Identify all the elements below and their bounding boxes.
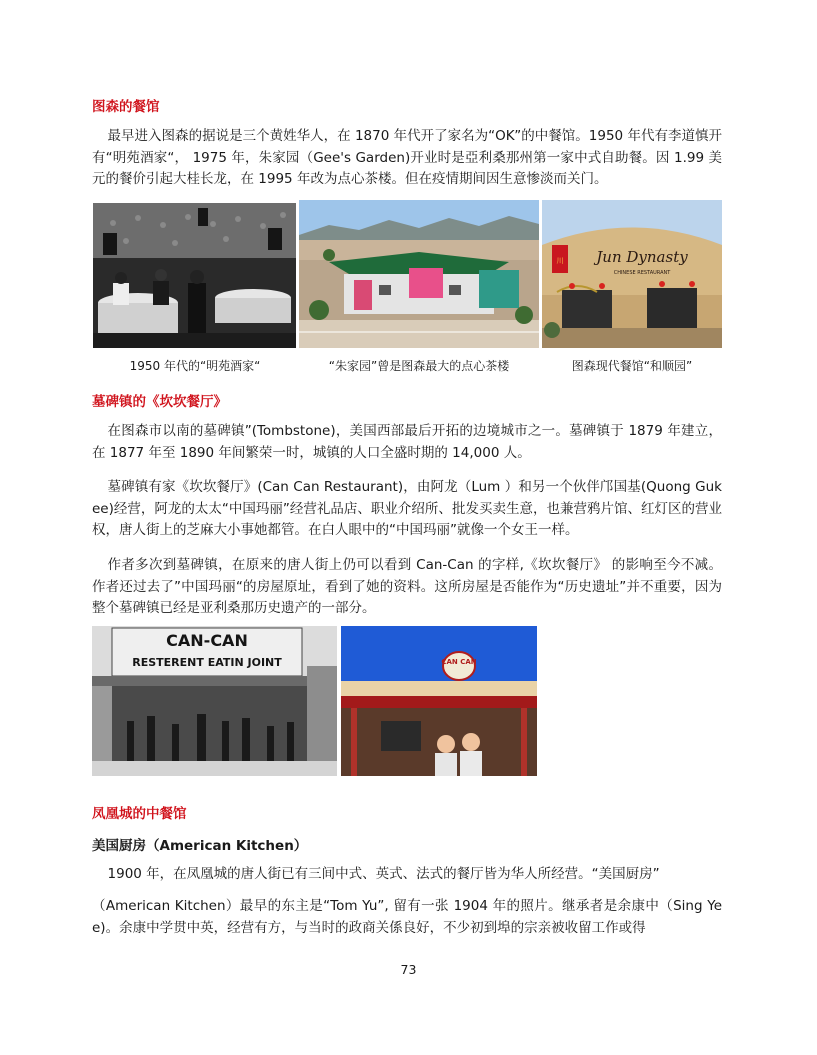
- can-can-sign-top: CAN-CAN: [166, 631, 248, 650]
- photo-1950s-restaurant: [93, 203, 296, 348]
- photo-can-can-historic: [92, 626, 337, 776]
- paragraph-tombstone-2: 墓碑镇有家《坎坎餐厅》(Can Can Restaurant)，由阿龙（Lum ）和另一个伙伴邝国基(Quong Gukee)经营，阿龙的太太“中国玛丽”经营礼品店、职业介绍所、批发买卖生意，也兼营鸦片馆、红灯区的营业权，唐人街上的芝麻大小事她都管。在白人眼中的“中国玛丽”就像一个女王一样。: [92, 479, 722, 538]
- can-can-sign-bottom: RESTERENT EATIN JOINT: [132, 656, 282, 669]
- caption-1950s: 1950 年代的“明苑酒家“: [129, 359, 261, 373]
- jun-dynasty-sign: Jun Dynasty: [596, 248, 688, 266]
- paragraph-tombstone-3: 作者多次到墓碑镇，在原来的唐人街上仍可以看到 Can-Can 的字样,《坎坎餐厅》 的影响至今不减。作者还过去了”中国玛丽“的房屋原址，看到了她的资料。这所房屋是否能作为“历史遗址”并不重要，因为整个墓碑镇已经是亚利桑那历史遗产的一部分。: [92, 557, 722, 616]
- paragraph-phoenix-1: 1900 年，在凤凰城的唐人街已有三间中式、英式、法式的餐厅皆为华人所经营。“美国厨房”: [107, 866, 660, 882]
- can-can-modern-sign: CAN CAN: [441, 658, 477, 666]
- page-number: 73: [400, 962, 417, 977]
- section-title-phoenix: 凤凰城的中餐馆: [92, 806, 187, 822]
- paragraph-phoenix-2: （American Kitchen）最早的东主是“Tom Yu”, 留有一张 1904 年的照片。继承者是余康中（Sing Yee)。余康中学贯中英，经营有方，与当时的政商关係良好，不少初到埠的宗亲被收留工作或得: [92, 898, 722, 936]
- subtitle-american-kitchen: 美国厨房（American Kitchen）: [92, 838, 308, 854]
- section-title-tucson: 图森的餐馆: [92, 99, 160, 115]
- caption-jun-dynasty: 图森现代餐馆“和顺园”: [571, 359, 693, 373]
- caption-gees-garden: “朱家园”曾是图森最大的点心茶楼: [328, 359, 510, 373]
- jun-dynasty-subsign: CHINESE RESTAURANT: [613, 270, 671, 276]
- paragraph-tucson: 最早进入图森的据说是三个黄姓华人，在 1870 年代开了家名为“OK”的中餐馆。1950 年代有李道慎开有“明苑酒家“， 1975 年，朱家园（Gee's Garden)开业时是亞利桑那州第一家中式自助餐。因 1.99 美元的餐价引起大桂长龙，在 1995 年改为点心茶楼。但在疫情期间因生意惨淡而关门。: [92, 128, 722, 187]
- paragraph-tombstone-1: 在图森市以南的墓碑镇”(Tombstone)，美国西部最后开拓的边境城市之一。墓碑镇于 1879 年建立，在 1877 年至 1890 年间繁荣一时，城镇的人口全盛时期的 14,000 人。: [92, 423, 722, 461]
- section-title-tombstone: 墓碑镇的《坎坎餐厅》: [92, 394, 227, 410]
- svg-text:川: 川: [556, 257, 564, 265]
- photo-can-can-modern: [341, 626, 537, 776]
- photo-jun-dynasty: [542, 200, 722, 348]
- photo-gees-garden: [299, 200, 539, 348]
